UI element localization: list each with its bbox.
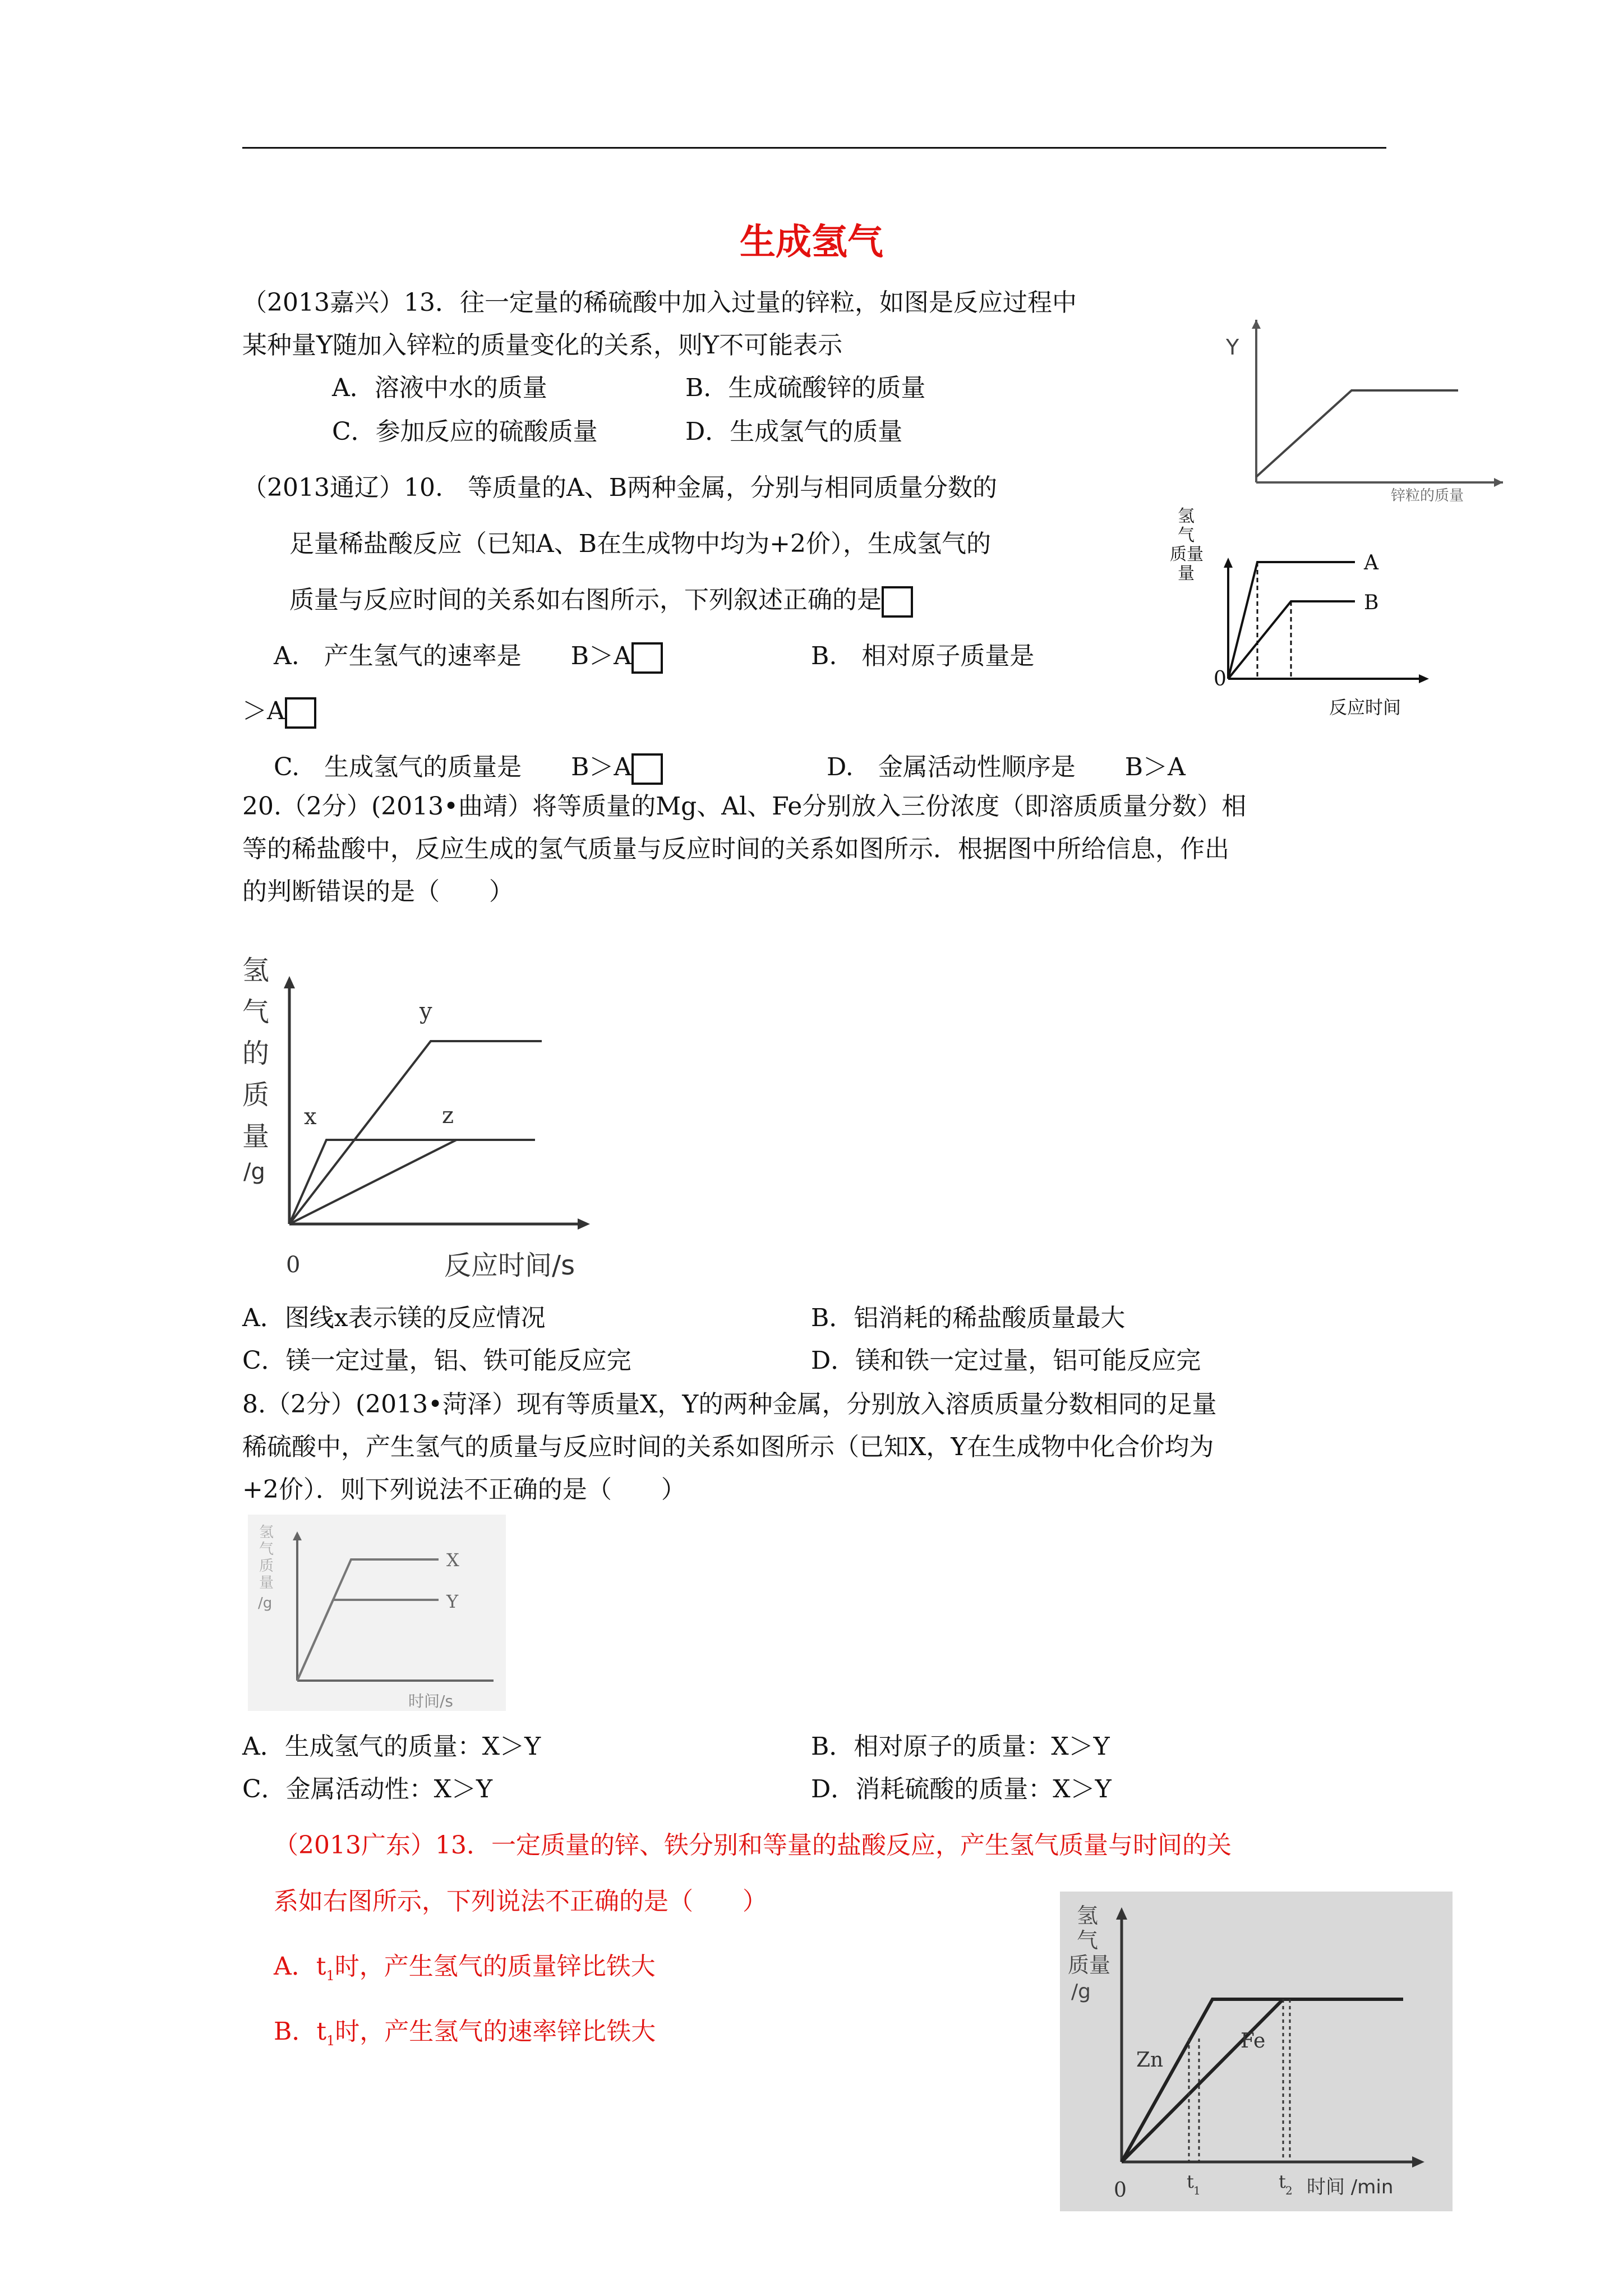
q5-x-label: 时间 /min (1307, 2176, 1394, 2198)
q5-origin-label: 0 (1114, 2179, 1127, 2202)
q3-option-b: B．铝消耗的稀盐酸质量最大 (811, 1304, 1126, 1332)
q3-y-label-5: 量 (242, 1121, 270, 1152)
q4-stem-line-2: 稀硫酸中，产生氢气的质量与反应时间的关系如图所示（已知X，Y在生成物中化合价均为 (242, 1433, 1214, 1461)
q2-option-b-continued (242, 696, 316, 729)
q1-option-a: A．溶液中水的质量 (332, 374, 547, 402)
q3-option-d: D．镁和铁一定过量，铝可能反应完 (811, 1346, 1201, 1375)
answer-box (631, 753, 663, 785)
q3-option-a: A．图线x表示镁的反应情况 (242, 1304, 546, 1332)
q5-option-b (274, 2016, 656, 2056)
q2-y-label-1: 氢 (1178, 507, 1195, 526)
q5-option-a (274, 1951, 656, 1991)
q3-line-z-label: z (442, 1103, 454, 1129)
q5-option-b-text: 时，产生氢气的速率锌比铁大 (335, 2017, 656, 2046)
q4-x-label: 时间/s (408, 1692, 454, 1710)
q2-x-label: 反应时间 (1329, 697, 1401, 718)
q3-y-label-6: /g (243, 1159, 265, 1185)
q2-option-d: D. 金属活动性顺序是 B＞A (827, 753, 1186, 781)
q2-stem-line-3-text: 质量与反应时间的关系如右图所示，下列叙述正确的是 (289, 586, 882, 614)
answer-box (631, 642, 663, 674)
answer-box (285, 697, 316, 729)
q5-line-zn-label: Zn (1136, 2049, 1164, 2072)
q5-line-fe-label: Fe (1241, 2030, 1266, 2053)
q5-option-a-prefix: A．t (274, 1952, 326, 1981)
q2-option-a (274, 641, 663, 674)
q4-stem-line-1: 8.（2分）(2013•菏泽）现有等质量X，Y的两种金属，分别放入溶质质量分数相同的足量 (242, 1390, 1217, 1419)
q5-t2-label: t (1279, 2171, 1286, 2192)
q5-stem-line-2: 系如右图所示，下列说法不正确的是（ ） (274, 1887, 767, 1916)
q1-y-label: Y (1226, 335, 1239, 360)
q1-stem-line-2: 某种量Y随加入锌粒的质量变化的关系，则Y不可能表示 (242, 331, 843, 360)
q1-stem-line-1: （2013嘉兴）13．往一定量的稀硫酸中加入过量的锌粒，如图是反应过程中 (242, 288, 1077, 317)
q5-t2-sub: 2 (1285, 2184, 1293, 2197)
q4-stem-line-3: +2价）．则下列说法不正确的是（ ） (242, 1475, 686, 1504)
q2-stem-line-1: （2013通辽）10. 等质量的A、B两种金属，分别与相同质量分数的 (242, 473, 998, 502)
q4-y-label-4: 量 (259, 1575, 274, 1591)
q4-y-label-1: 氢 (259, 1524, 274, 1541)
q3-option-c: C．镁一定过量，铝、铁可能反应完 (242, 1346, 631, 1375)
q2-y-label-4: 量 (1178, 564, 1195, 583)
q1-option-c: C．参加反应的硫酸质量 (332, 417, 598, 446)
q4-figure (248, 1515, 506, 1717)
q2-stem-line-3 (289, 585, 913, 618)
q4-option-c: C．金属活动性：X＞Y (242, 1775, 493, 1803)
q4-line-y-label: Y (446, 1591, 459, 1612)
answer-box (882, 586, 913, 618)
q4-option-d: D．消耗硫酸的质量：X＞Y (811, 1775, 1112, 1803)
q1-option-d: D．生成氢气的质量 (685, 417, 903, 446)
q2-figure (1166, 499, 1481, 724)
q2-option-c-text: C. 生成氢气的质量是 B＞A (274, 753, 632, 781)
q2-option-c (274, 752, 663, 785)
q5-option-b-sub: 1 (326, 2032, 335, 2049)
q1-x-label: 锌粒的质量 (1391, 487, 1464, 504)
q5-y-label-1: 氢 (1077, 1903, 1099, 1928)
q3-line-y-label: y (419, 999, 432, 1024)
q2-option-b: B. 相对原子质量是 (811, 642, 1035, 670)
q3-y-label-3: 的 (242, 1038, 270, 1069)
q4-option-b: B．相对原子的质量：X＞Y (811, 1732, 1110, 1761)
q4-y-label-2: 气 (259, 1541, 274, 1558)
q2-option-a-text: A. 产生氢气的速率是 B＞A (274, 642, 631, 670)
q2-stem-line-2: 足量稀盐酸反应（已知A、B在生成物中均为+2价），生成氢气的 (289, 530, 991, 558)
q2-option-b-cont-text: ＞A (242, 697, 285, 725)
q2-y-label-3: 质量 (1170, 545, 1204, 564)
q3-figure (242, 948, 612, 1285)
q4-option-a: A．生成氢气的质量：X＞Y (242, 1732, 541, 1761)
header-rule (242, 147, 1386, 149)
q3-origin-label: 0 (286, 1252, 301, 1278)
q3-y-label-2: 气 (242, 996, 270, 1028)
q5-option-a-sub: 1 (326, 1967, 335, 1984)
q5-y-label-3: 质量 (1068, 1953, 1111, 1977)
q3-y-label-1: 氢 (242, 955, 270, 986)
q3-stem-line-3: 的判断错误的是（ ） (242, 877, 514, 906)
q5-option-b-prefix: B．t (274, 2017, 327, 2046)
q5-stem-line-1: （2013广东）13．一定质量的锌、铁分别和等量的盐酸反应，产生氢气质量与时间的关 (274, 1831, 1232, 1860)
q4-line-x-label: X (446, 1549, 459, 1571)
q2-line-b-label: B (1364, 591, 1379, 614)
q4-y-label-5: /g (258, 1595, 273, 1612)
q2-line-a-label: A (1364, 551, 1378, 574)
q3-stem-line-2: 等的稀盐酸中，反应生成的氢气质量与反应时间的关系如图所示．根据图中所给信息，作出 (242, 835, 1229, 863)
q1-option-b: B．生成硫酸锌的质量 (685, 374, 926, 402)
q3-stem-line-1: 20.（2分）(2013•曲靖）将等质量的Mg、Al、Fe分别放入三份浓度（即溶质质量分数）相 (242, 792, 1247, 821)
q4-y-label-3: 质 (259, 1558, 274, 1575)
q5-t1-sub: 1 (1193, 2184, 1201, 2197)
q2-origin-label: 0 (1214, 668, 1227, 691)
q2-y-label-2: 气 (1178, 526, 1195, 545)
q3-line-x-label: x (304, 1104, 317, 1130)
q5-y-label-4: /g (1071, 1980, 1091, 2003)
q3-x-label: 反应时间/s (444, 1250, 575, 1281)
q1-figure (1223, 314, 1514, 516)
page-title: 生成氢气 (740, 222, 883, 263)
q5-t1-label: t (1187, 2171, 1194, 2192)
q3-y-label-4: 质 (242, 1079, 270, 1111)
q5-y-label-2: 气 (1077, 1928, 1099, 1953)
q5-option-a-text: 时，产生氢气的质量锌比铁大 (334, 1952, 656, 1981)
q5-figure (1060, 1892, 1453, 2211)
